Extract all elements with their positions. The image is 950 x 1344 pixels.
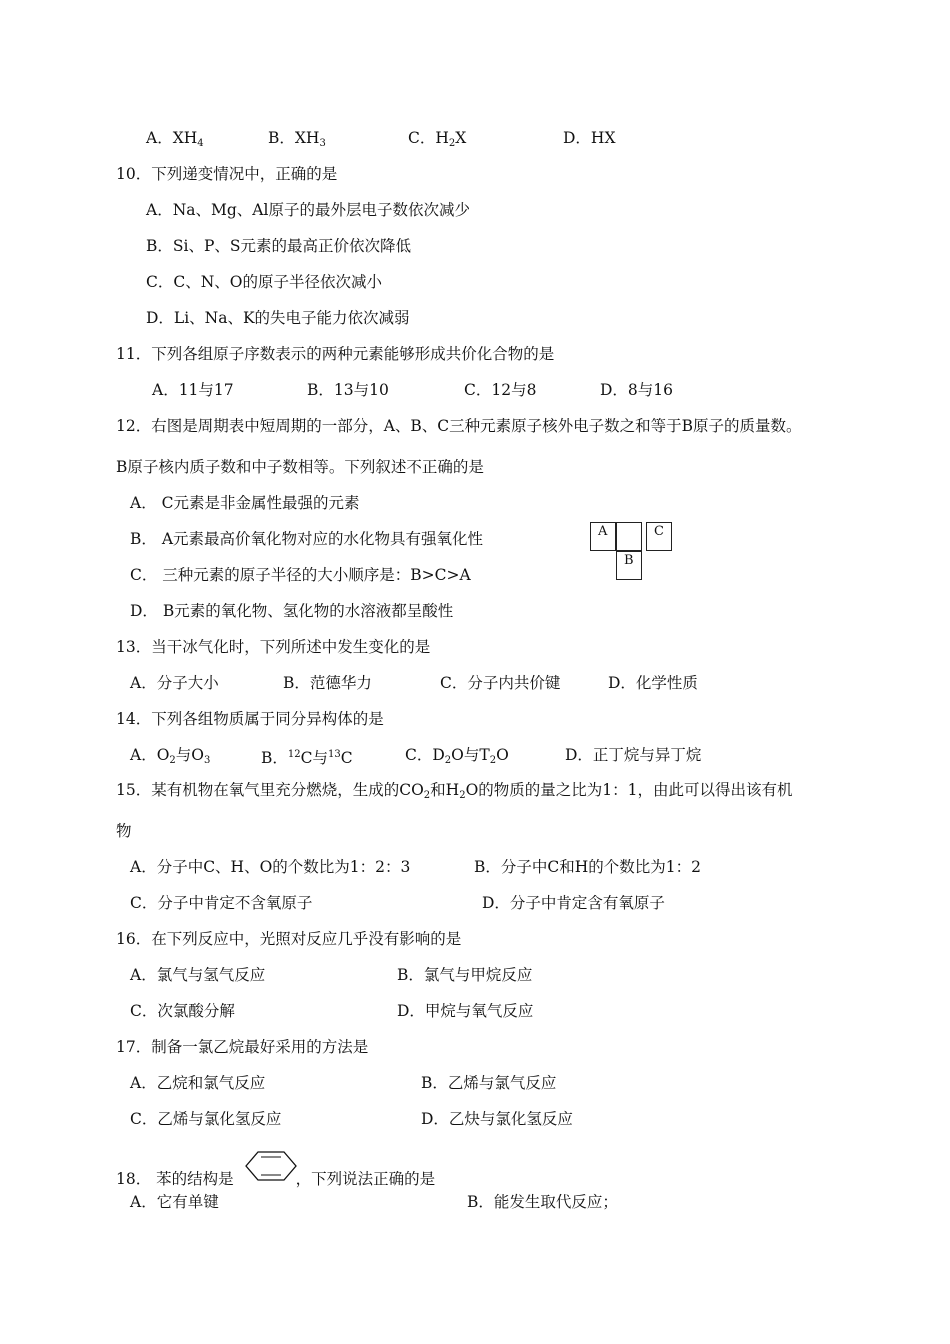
q15-stem-line2: 物	[116, 822, 132, 840]
q18-option-a: A．它有单键	[130, 1193, 219, 1211]
q11-option-c: C．12与8	[464, 381, 537, 399]
q10-option-c: C．C、N、O的原子半径依次减小	[146, 273, 382, 291]
table-cell-b: B	[616, 551, 642, 580]
q9-option-b: B．$XH_3$	[268, 129, 326, 149]
q15-option-c: C．分子中肯定不含氧原子	[130, 894, 313, 912]
q17-stem: 17．制备一氯乙烷最好采用的方法是	[116, 1038, 369, 1056]
q16-option-a: A．氯气与氢气反应	[130, 966, 266, 984]
table-cell-c: C	[646, 522, 672, 551]
q18-stem: 18． 苯的结构是 ，下列说法正确的是	[116, 1170, 436, 1188]
q16-option-c: C．次氯酸分解	[130, 1002, 235, 1020]
table-cell-a: A	[590, 522, 616, 551]
q17-option-a: A．乙烷和氯气反应	[130, 1074, 266, 1092]
q15-stem-line1: 15．某有机物在氧气里充分燃烧，生成的$CO_2$和$H_2O$的物质的量之比为1：1，由此可以得出该有机	[116, 781, 793, 801]
q15-option-b: B．分子中C和H的个数比为1：2	[474, 858, 701, 876]
q12-stem-line2: B原子核内质子数和中子数相等。下列叙述不正确的是	[116, 458, 484, 476]
q17-option-d: D．乙炔与氯化氢反应	[421, 1110, 573, 1128]
q10-option-b: B．Si、P、S元素的最高正价依次降低	[146, 237, 412, 255]
q17-option-b: B．乙烯与氯气反应	[421, 1074, 557, 1092]
q13-option-c: C．分子内共价键	[440, 674, 561, 692]
q15-option-a: A．分子中C、H、O的个数比为1：2：3	[130, 858, 411, 876]
q10-stem: 10．下列递变情况中，正确的是	[116, 165, 338, 183]
q14-stem: 14．下列各组物质属于同分异构体的是	[116, 710, 384, 728]
q11-stem: 11．下列各组原子序数表示的两种元素能够形成共价化合物的是	[116, 345, 555, 363]
q11-option-b: B．13与10	[307, 381, 389, 399]
table-cell-empty	[616, 522, 642, 551]
q12-option-a: A． C元素是非金属性最强的元素	[130, 494, 360, 512]
periodic-table-fragment	[590, 522, 672, 584]
q9-option-a: A．$XH_4$	[146, 129, 204, 149]
q12-option-c: C． 三种元素的原子半径的大小顺序是：B>C>A	[130, 566, 471, 584]
q13-option-a: A．分子大小	[130, 674, 219, 692]
benzene-structure-icon	[242, 1148, 300, 1184]
q14-option-a: A．$O_2$与$O_3$	[130, 746, 211, 766]
q10-option-d: D．Li、Na、K的失电子能力依次减弱	[146, 309, 410, 327]
q14-option-b: B．$^{12}$C与$^{13}$C	[261, 749, 353, 767]
q13-option-b: B．范德华力	[283, 674, 372, 692]
q18-option-b: B．能发生取代反应；	[467, 1193, 618, 1211]
q16-stem: 16．在下列反应中，光照对反应几乎没有影响的是	[116, 930, 462, 948]
q9-option-d: D．HX	[563, 129, 616, 147]
q14-option-d: D．正丁烷与异丁烷	[565, 746, 702, 764]
q12-option-d: D． B元素的氧化物、氢化物的水溶液都呈酸性	[130, 602, 454, 620]
q16-option-b: B．氯气与甲烷反应	[397, 966, 533, 984]
q13-option-d: D．化学性质	[608, 674, 698, 692]
q13-stem: 13．当干冰气化时，下列所述中发生变化的是	[116, 638, 431, 656]
q14-option-c: C．$D_2O$与$T_2O$	[405, 746, 509, 766]
q11-option-a: A．11与17	[152, 381, 234, 399]
q15-option-d: D．分子中肯定含有氧原子	[482, 894, 665, 912]
q17-option-c: C．乙烯与氯化氢反应	[130, 1110, 282, 1128]
q16-option-d: D．甲烷与氧气反应	[397, 1002, 534, 1020]
q11-option-d: D．8与16	[600, 381, 674, 399]
q9-option-c: C．$H_2X$	[408, 129, 467, 149]
q10-option-a: A．Na、Mg、Al原子的最外层电子数依次减少	[146, 201, 470, 219]
q12-option-b: B． A元素最高价氧化物对应的水化物具有强氧化性	[130, 530, 484, 548]
q12-stem-line1: 12．右图是周期表中短周期的一部分，A、B、C三种元素原子核外电子数之和等于B原子的质量数。	[116, 417, 802, 435]
